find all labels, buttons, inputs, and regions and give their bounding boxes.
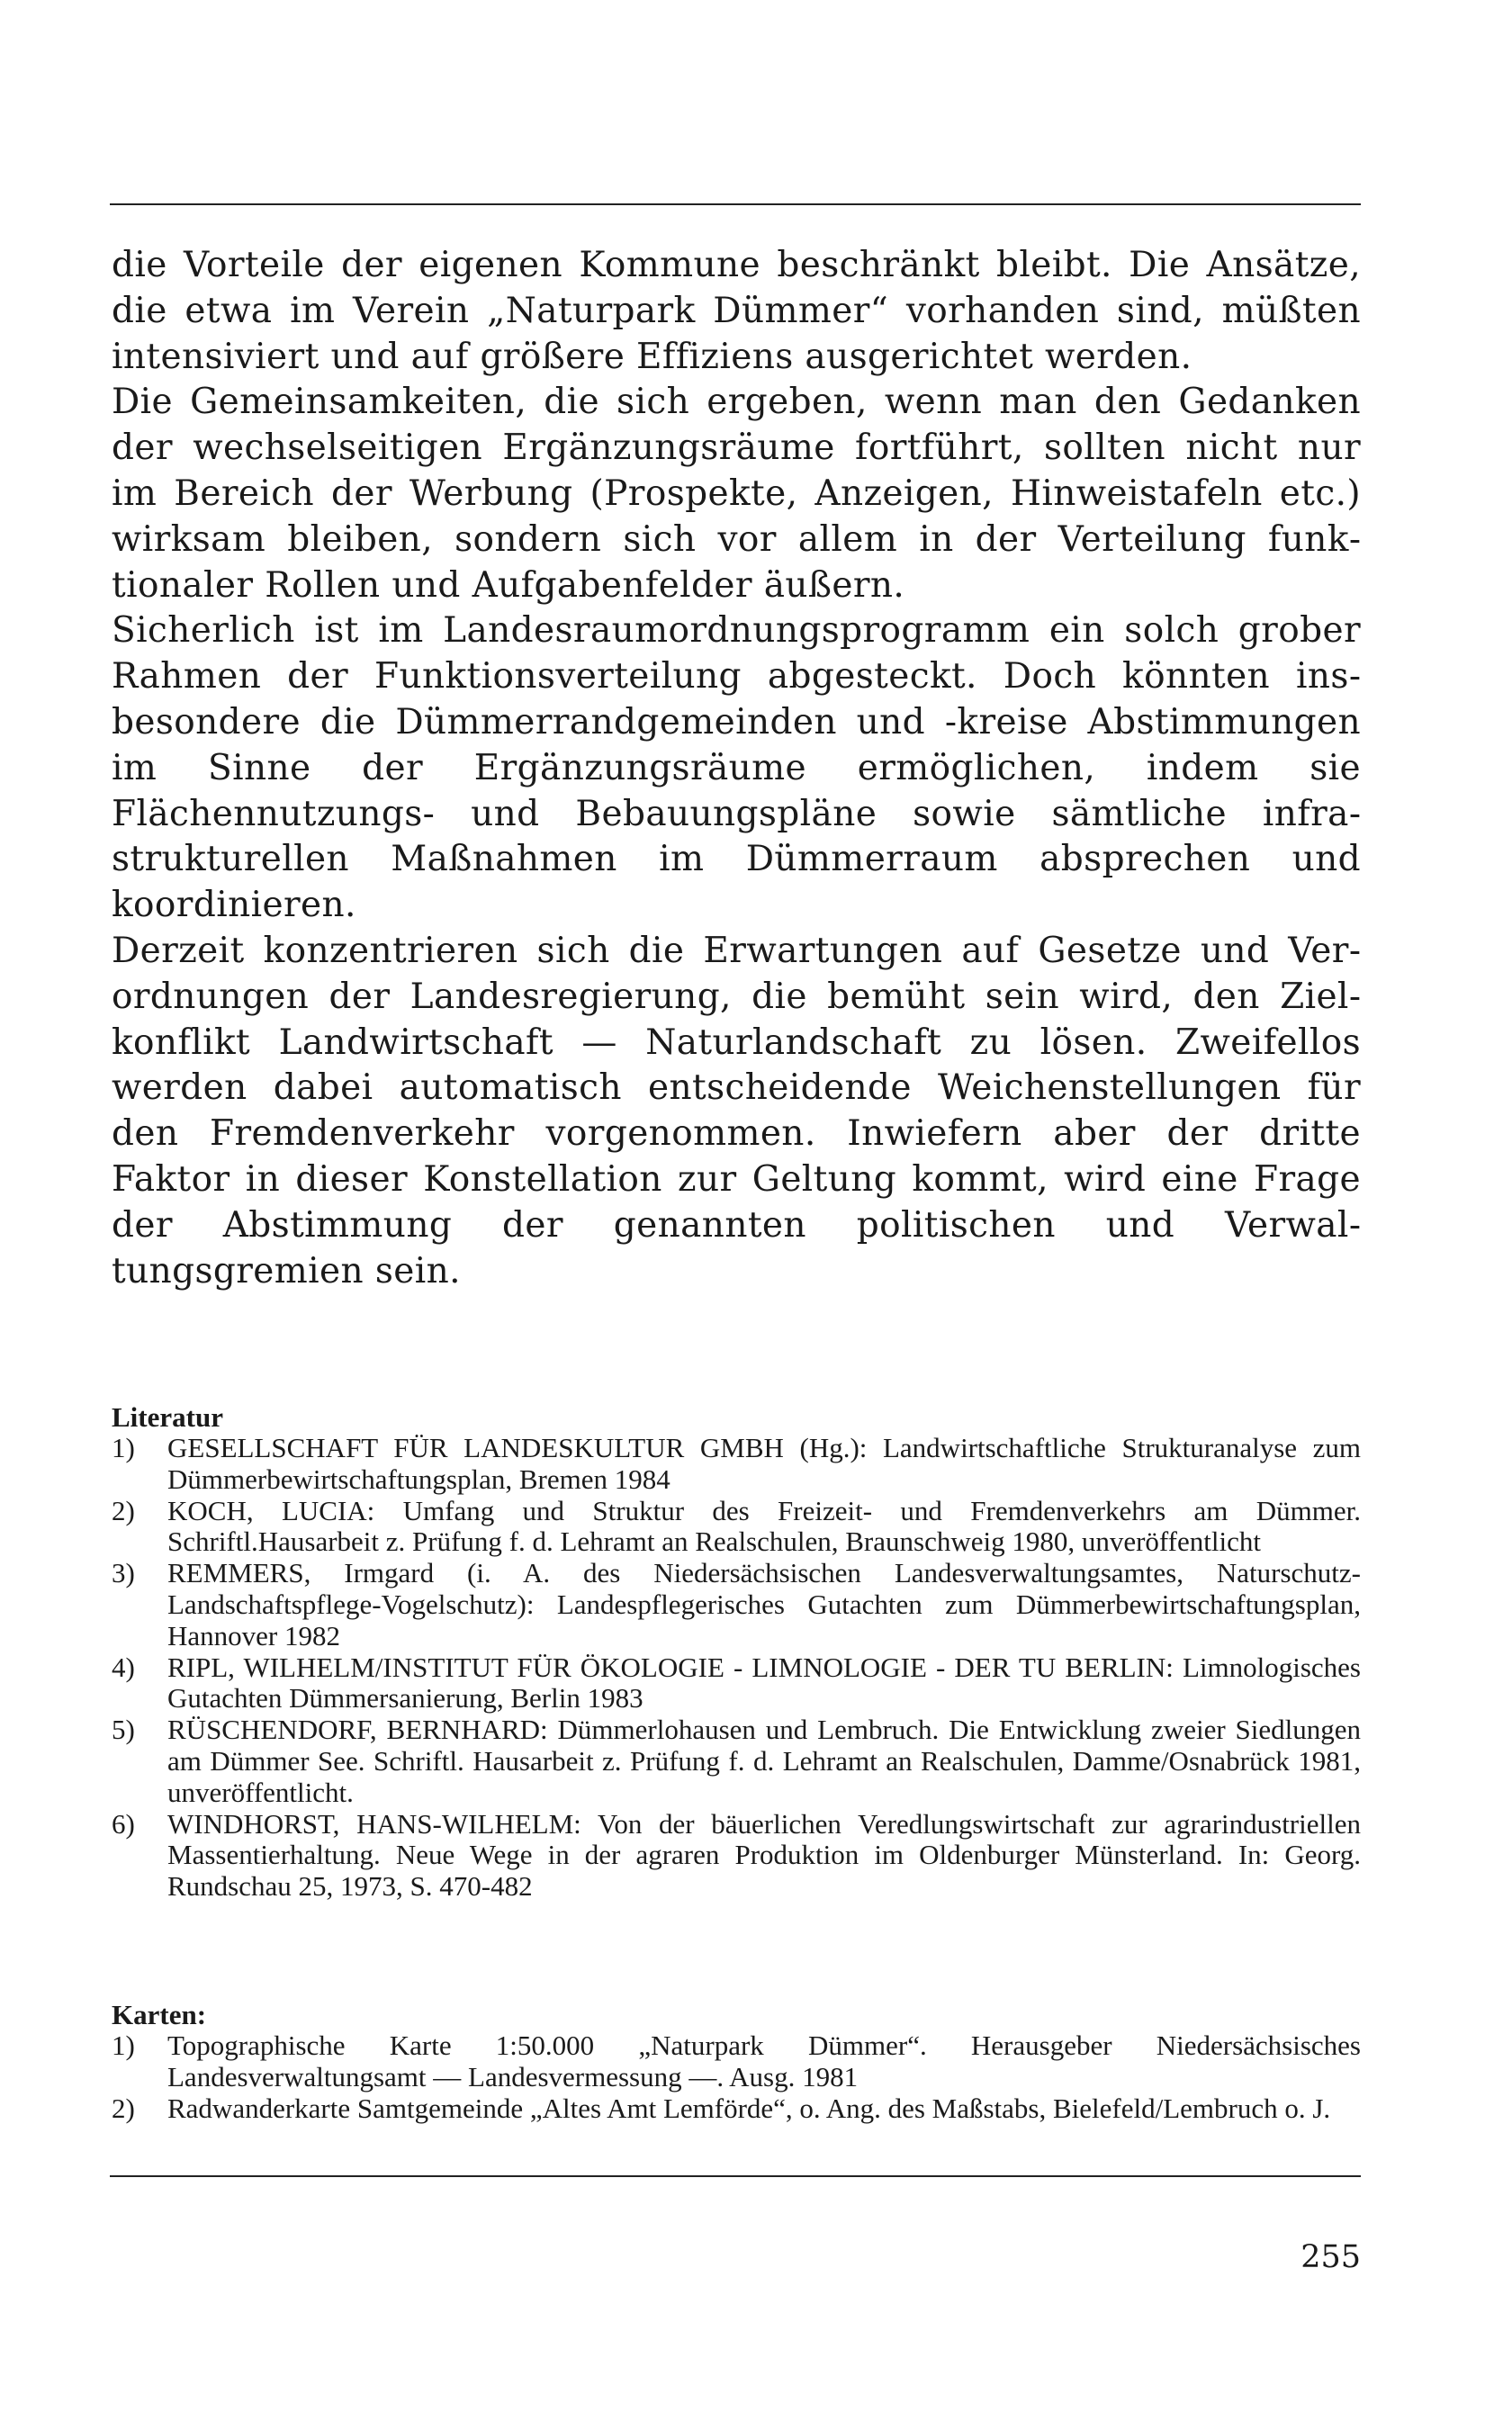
bottom-rule bbox=[110, 2175, 1361, 2177]
reference-text: RÜSCHENDORF, BERNHARD: Dümmerlohausen und Lembruch. Die Entwicklung zweier Siedlungen am Dümmer See. Schriftl. Hausarbeit z. Prüfung f. d. Lehramt an Realschulen, Damme/Osnabrück 1981, unveröffentlicht. bbox=[167, 1714, 1361, 1808]
body-paragraph-3: Sicherlich ist im Landesraumordnungsprogramm ein solch grober Rahmen der Funktionsverteilung abgesteckt. Doch könnten insbesondere die Dümmerrandgemeinden und -kreise Abstimmungen im Sinne der Ergänzungsräume ermöglichen, indem sie Flächennutzungs- und Bebauungspläne sowie sämtliche infrastrukturellen Maßnahmen im Dümmerraum absprechen und koordinieren. bbox=[112, 610, 1361, 926]
reference-text: WINDHORST, HANS-WILHELM: Von der bäuerlichen Veredlungswirtschaft zur agrarindustriellen Massentierhaltung. Neue Wege in der agraren Produktion im Oldenburger Münsterland. In: Georg. Rundschau 25, 1973, S. 470-482 bbox=[167, 1807, 1361, 1903]
literature-section bbox=[112, 1402, 1361, 1903]
body-paragraph-2: Die Gemeinsamkeiten, die sich ergeben, wenn man den Gedanken der wechselseitigen Ergänzungsräume fortführt, sollten nicht nur im Bereich der Werbung (Prospekte, Anzeigen, Hinweistafeln etc.) wirksam bleiben, sondern sich vor allem in der Verteilung funktionaler Rollen und Aufgabenfelder äußern. bbox=[112, 382, 1361, 606]
reference-text: RIPL, WILHELM/INSTITUT FÜR ÖKOLOGIE - LIMNOLOGIE - DER TU BERLIN: Limnologisches Gutachten Dümmersanierung, Berlin 1983 bbox=[167, 1651, 1361, 1714]
reference-text: GESELLSCHAFT FÜR LANDESKULTUR GMBH (Hg.): Landwirtschaftliche Strukturanalyse zum Dümmerbewirtschaftungsplan, Bremen 1984 bbox=[167, 1432, 1361, 1495]
top-rule bbox=[110, 203, 1361, 205]
reference-number: 2) bbox=[112, 1494, 135, 1526]
reference-text: REMMERS, Irmgard (i. A. des Niedersächsischen Landesverwaltungsamtes, Naturschutz-Landschaftspflege-Vogelschutz): Landespflegerisches Gutachten zum Dümmerbewirtschaftungsplan, Hannover 1982 bbox=[167, 1557, 1361, 1652]
reference-number: 5) bbox=[112, 1714, 135, 1746]
literature-list bbox=[112, 1433, 1361, 1903]
literature-heading: Literatur bbox=[112, 1401, 223, 1433]
maps-heading: Karten: bbox=[112, 1999, 207, 2030]
literature-item-1 bbox=[112, 1433, 1361, 1496]
reference-number: 6) bbox=[112, 1807, 135, 1840]
reference-number: 1) bbox=[112, 2030, 135, 2061]
literature-item-6 bbox=[112, 1809, 1361, 1903]
literature-item-2 bbox=[112, 1496, 1361, 1559]
reference-number: 2) bbox=[112, 2092, 135, 2124]
reference-number: 1) bbox=[112, 1432, 135, 1463]
reference-number: 4) bbox=[112, 1651, 135, 1683]
literature-item-5 bbox=[112, 1714, 1361, 1808]
page-number: 255 bbox=[1300, 2239, 1361, 2275]
body-paragraph-1: die Vorteile der eigenen Kommune beschränkt bleibt. Die Ansätze, die etwa im Verein „Naturpark Dümmer“ vorhanden sind, müßten intensiviert und auf größere Effiziens ausgerichtet werden. bbox=[112, 245, 1361, 377]
literature-item-4 bbox=[112, 1652, 1361, 1715]
maps-item-1 bbox=[112, 2030, 1361, 2093]
maps-section bbox=[112, 2000, 1361, 2124]
reference-text: Topographische Karte 1:50.000 „Naturpark Dümmer“. Herausgeber Niedersächsisches Landesverwaltungsamt — Landesvermessung —. Ausg. 1981 bbox=[167, 2030, 1361, 2092]
literature-item-3 bbox=[112, 1558, 1361, 1652]
body-text bbox=[112, 243, 1361, 1294]
reference-number: 3) bbox=[112, 1557, 135, 1589]
reference-text: KOCH, LUCIA: Umfang und Struktur des Freizeit- und Fremdenverkehrs am Dümmer. Schriftl.Hausarbeit z. Prüfung f. d. Lehramt an Realschulen, Braunschweig 1980, unveröffentlicht bbox=[167, 1494, 1361, 1558]
maps-list bbox=[112, 2030, 1361, 2124]
body-paragraph-4: Derzeit konzentrieren sich die Erwartungen auf Gesetze und Verordnungen der Landesregierung, die bemüht sein wird, den Zielkonflikt Landwirtschaft — Naturlandschaft zu lösen. Zweifellos werden dabei automatisch entscheidende Weichenstellungen für den Fremdenverkehr vorgenommen. Inwiefern aber der dritte Faktor in dieser Konstellation zur Geltung kommt, wird eine Frage der Abstimmung der genannten politischen und Verwaltungsgremien sein. bbox=[112, 930, 1361, 1292]
reference-text: Radwanderkarte Samtgemeinde „Altes Amt Lemförde“, o. Ang. des Maßstabs, Bielefeld/Lembruch o. J. bbox=[167, 2092, 1331, 2124]
maps-item-2 bbox=[112, 2093, 1361, 2125]
